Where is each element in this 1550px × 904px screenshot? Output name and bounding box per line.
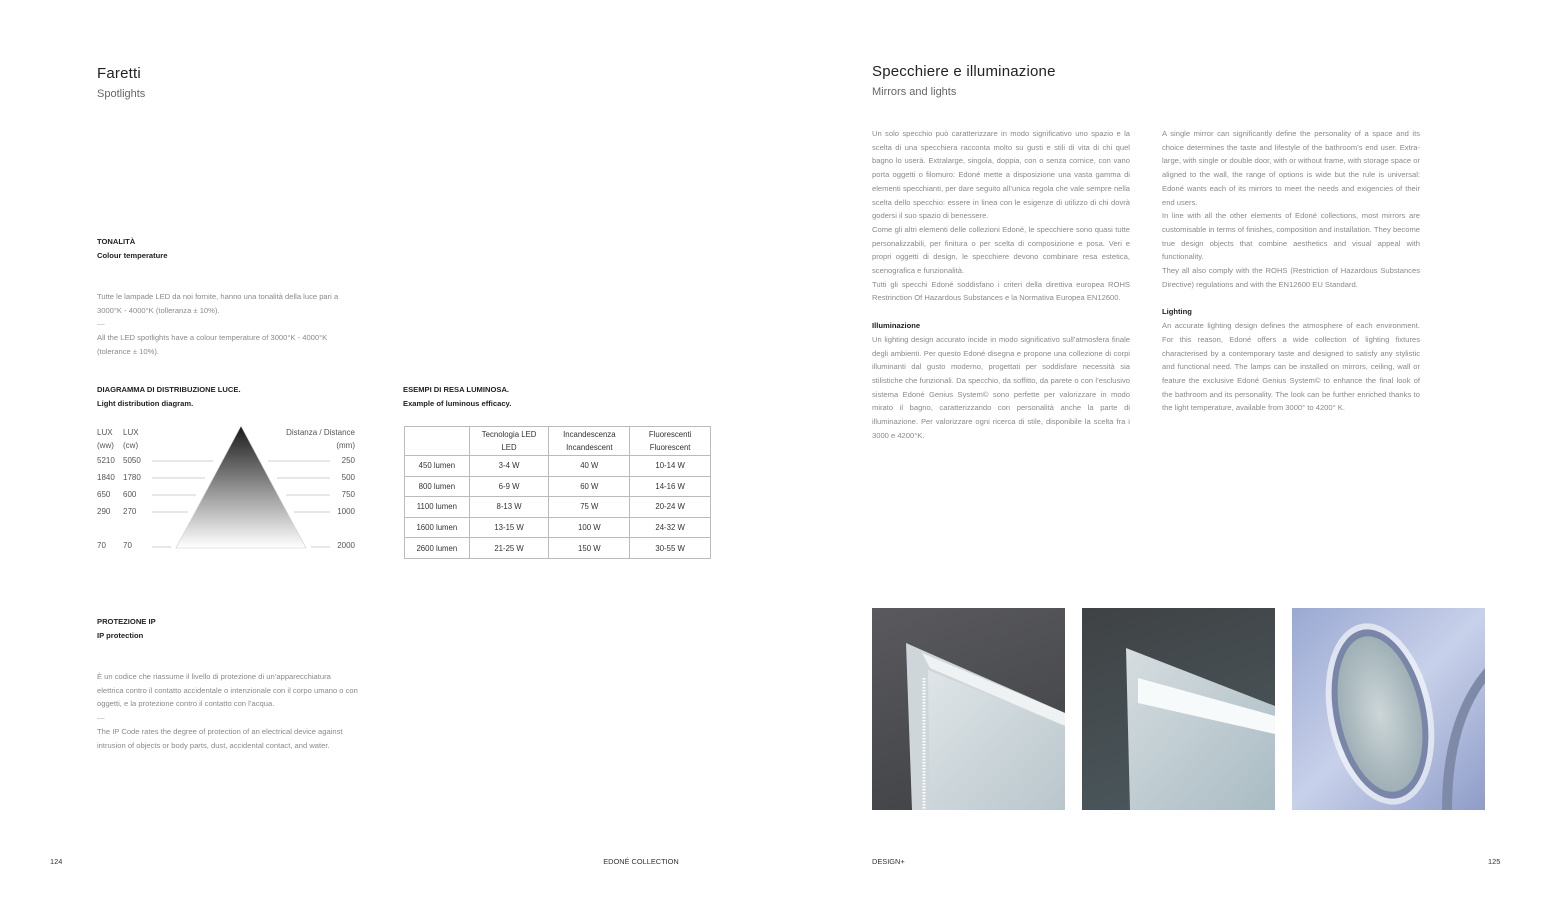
table-row (405, 497, 711, 518)
it-paragraph: Come gli altri elementi delle collezioni Edoné, le specchiere sono quasi tutte personalizzabili, per finitura o per scelta di composizione e posa. Veri e propri oggetti di design, le specchiere devono combinare resa estetica, scenografica e funzionalità. (872, 224, 1130, 276)
en-paragraph: They all also comply with the ROHS (Restriction of Hazardous Substances Directive) regulations and with the EN12600 EU Standard. (1162, 266, 1420, 289)
light-distribution-diagram (0, 0, 400, 600)
table-cell: 14-16 W (630, 476, 711, 497)
en-lighting-heading: Lighting (1162, 307, 1192, 317)
en-paragraph: A single mirror can significantly define the personality of a space and its choice determines the taste and lifestyle of the bathroom’s end user. Extra-large, with single or double door, with or without frame, with storage space or aligned to the wall, the range of options is wide but the rule is universal: Edoné wants each of its mirrors to meet the needs and exigencies of their end users. (1162, 129, 1420, 207)
ip-heading-en: IP protection (97, 631, 144, 640)
table-cell: 21-25 W (469, 538, 549, 559)
table-cell: 800 lumen (405, 476, 470, 497)
colour-temperature-text-en: All the LED spotlights have a colour temperature of 3000°K - 4000°K (tolerance ± 10%). (97, 333, 328, 356)
diagram-cw-value: 270 (123, 507, 137, 516)
ip-heading-it: PROTEZIONE IP (97, 617, 156, 626)
table-cell: 8-13 W (469, 497, 549, 518)
table-cell: 60 W (549, 476, 630, 497)
italian-text-column (872, 127, 1130, 442)
en-lighting-text: An accurate lighting design defines the atmosphere of each environment. For this reason, Edoné offers a wide collection of lighting fixtures characterised by a contemporary taste and designed to satisfy any stylistic and functional need. The lamps can be installed on mirrors, ceiling, wall or feature the exclusive Edoné Genius System© to enhance the final look of the bathroom and its personality. The look can be further enriched thanks to the light temperature, available from 3000° to 4200° K. (1162, 321, 1420, 413)
header-line: Incandescent (566, 443, 613, 452)
lux-ww-unit: (ww) (97, 441, 114, 450)
diagram-distance-value: 500 (341, 473, 355, 482)
page-number-left: 124 (50, 857, 63, 866)
it-lighting-heading: Illuminazione (872, 320, 921, 330)
table-cell: 2600 lumen (405, 538, 470, 559)
lux-ww-label: LUX (97, 428, 113, 437)
it-lighting-text: Un lighting design accurato incide in modo significativo sull’atmosfera finale degli ambienti. Per questo Edoné disegna e propone una collezione di corpi illuminanti dal gusto moderno, progettati per soddisfare necessità sia stilistiche che funzionali. Da specchio, da soffitto, da parete o con l’esclusivo sistema Edoné Genius System© sono perfette per valorizzare in modo mirato il bagno, caratterizzando con personalità anche la parte di illuminazione. Per valorizzare ogni ricerca di stile, disponibile la scelta fra i 3000 e 4200°K. (872, 334, 1130, 440)
table-cell: 10-14 W (630, 456, 711, 477)
it-paragraph: Tutti gli specchi Edoné soddisfano i criteri della direttiva europea ROHS Restrinction Of Hazardous Substances e la Normativa Europea EN12600. (872, 279, 1130, 303)
distance-label: Distanza / Distance (286, 428, 355, 437)
distribution-heading-en: Light distribution diagram. (97, 399, 194, 408)
ip-text-en: The IP Code rates the degree of protection of an electrical device against intrusion of objects or body parts, dust, accidental contact, and water. (97, 726, 343, 750)
table-row (405, 476, 711, 497)
diagram-cw-value: 70 (123, 541, 132, 550)
header-line: Tecnologia LED (481, 429, 537, 439)
lux-ww-header (97, 426, 114, 452)
table-cell: 24-32 W (630, 517, 711, 538)
table-cell: 40 W (549, 456, 630, 477)
page-subtitle-right: Mirrors and lights (872, 86, 957, 98)
table-header-row (405, 427, 711, 456)
table-cell: 6-9 W (469, 476, 549, 497)
distance-header (255, 426, 355, 452)
table-cell: 1600 lumen (405, 517, 470, 538)
page-number-right: 125 (1488, 857, 1501, 866)
page-title-left: Faretti (97, 65, 141, 82)
lux-cw-header (123, 426, 139, 452)
efficacy-heading (403, 383, 511, 411)
table-cell: 30-55 W (630, 538, 711, 559)
header-line: LED (501, 443, 517, 452)
table-header-cell (630, 427, 711, 456)
table-cell: 450 lumen (405, 456, 470, 477)
table-row (405, 456, 711, 477)
diagram-cw-value: 1780 (123, 473, 141, 482)
diagram-ww-value: 1840 (97, 473, 115, 482)
table-cell: 13-15 W (469, 517, 549, 538)
colour-temperature-heading-it: TONALITÀ (97, 237, 136, 246)
separator: — (97, 713, 105, 723)
diagram-distance-value: 1000 (337, 507, 355, 516)
english-text-column (1162, 127, 1420, 415)
lux-cw-label: LUX (123, 428, 139, 437)
diagram-ww-value: 5210 (97, 456, 115, 465)
diagram-distance-value: 250 (341, 456, 355, 465)
page-subtitle-left: Spotlights (97, 88, 146, 100)
table-header-cell (549, 427, 630, 456)
table-cell: 3-4 W (469, 456, 549, 477)
diagram-distance-value: 750 (341, 490, 355, 499)
table-row (405, 538, 711, 559)
footer-brand: DESIGN+ (872, 857, 905, 866)
diagram-ww-value: 290 (97, 507, 111, 516)
it-paragraph: Un solo specchio può caratterizzare in modo significativo uno spazio e la scelta di una specchiera racconta molto su gusti e stili di vita di chi quel bagno lo userà. Extralarge, singola, doppia, con o senza cornice, con vano porta oggetti o filomuro: Edoné mette a disposizione una vasta gamma di elementi specchianti, per dare seguito all’unica regola che vale sempre nella scelta dello specchio: essere in linea con le esigenze di utilizzo di chi dovrà godersi il suo spazio di benessere. (872, 129, 1130, 221)
diagram-ww-value: 70 (97, 541, 106, 550)
distance-unit: (mm) (336, 441, 355, 450)
table-header-cell (469, 427, 549, 456)
efficacy-heading-it: ESEMPI DI RESA LUMINOSA. (403, 385, 510, 394)
table-cell: 75 W (549, 497, 630, 518)
footer-collection: EDONÉ COLLECTION (603, 857, 679, 866)
table-cell: 150 W (549, 538, 630, 559)
diagram-ww-value: 650 (97, 490, 111, 499)
table-cell: 20-24 W (630, 497, 711, 518)
mirror-photo-light-strip (1082, 608, 1275, 810)
colour-temperature-heading-en: Colour temperature (97, 251, 168, 260)
header-line: Incandescenza (563, 429, 616, 439)
distribution-heading-it: DIAGRAMMA DI DISTRIBUZIONE LUCE. (97, 385, 241, 394)
efficacy-heading-en: Example of luminous efficacy. (403, 399, 512, 408)
table-cell: 100 W (549, 517, 630, 538)
mirror-photo-oval-backlit (1292, 608, 1485, 810)
mirror-photo-led-frame (872, 608, 1065, 810)
en-paragraph: In line with all the other elements of Edoné collections, most mirrors are customisable in terms of finishes, composition and installation. They become true design objects that combine aesthetics and visual appeal with functionality. (1162, 211, 1420, 262)
header-line: Fluorescenti (648, 429, 692, 439)
diagram-cw-value: 600 (123, 490, 137, 499)
table-row (405, 517, 711, 538)
luminous-efficacy-table (404, 426, 711, 559)
diagram-cw-value: 5050 (123, 456, 141, 465)
page-title-right: Specchiere e illuminazione (872, 63, 1056, 80)
header-line: Fluorescent (649, 443, 691, 452)
table-header-cell (405, 427, 470, 456)
separator: — (97, 319, 105, 329)
ip-protection-section (97, 615, 359, 752)
colour-temperature-text-it: Tutte le lampade LED da noi fornite, hanno una tonalità della luce pari a 3000°K - 4000°K (tolleranza ± 10%). (97, 292, 339, 315)
diagram-distance-value: 2000 (337, 541, 355, 550)
table-cell: 1100 lumen (405, 497, 470, 518)
ip-text-it: È un codice che riassume il livello di protezione di un’apparecchiatura elettrica contro il contatto accidentale o intenzionale con il corpo umano o con oggetti, e la protezione contro il contatto con l’acqua. (97, 672, 358, 709)
lux-cw-unit: (cw) (123, 441, 139, 450)
